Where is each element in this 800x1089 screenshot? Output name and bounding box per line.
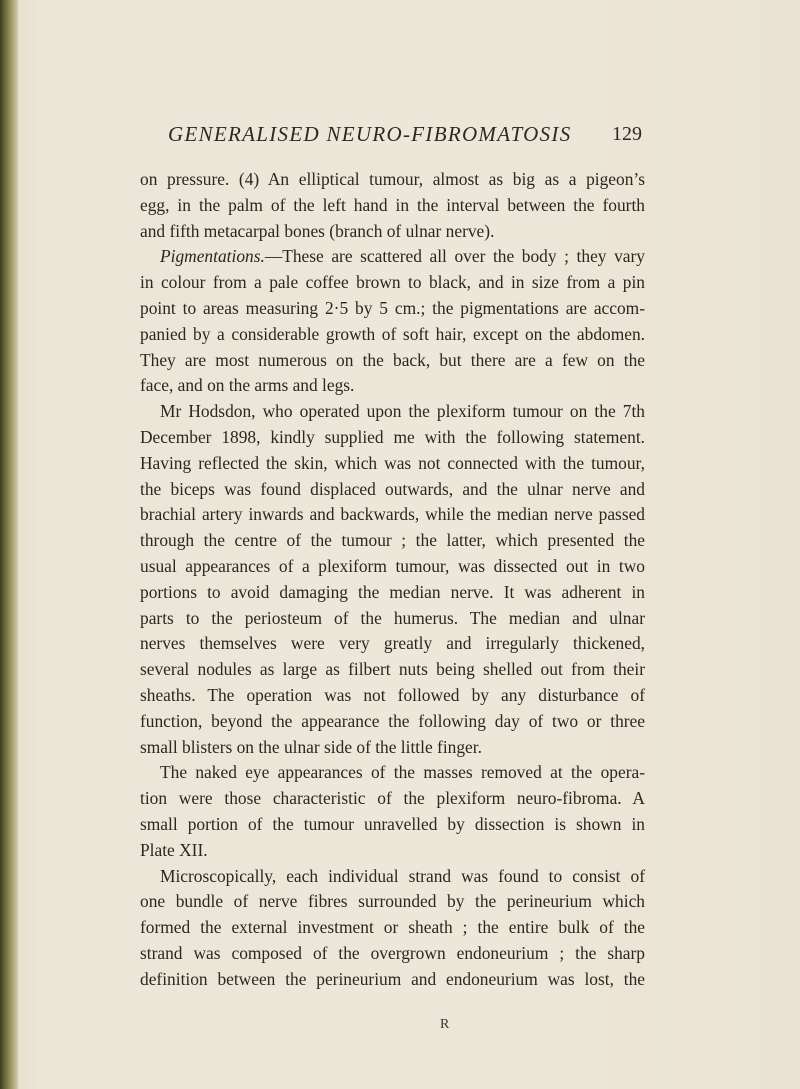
text-line-content: brachial artery inwards and backwards, while the median nerve passed xyxy=(140,504,645,525)
text-line-content: usual appearances of a plexiform tumour, was dissected out in two xyxy=(140,555,645,576)
text-line xyxy=(140,631,645,657)
text-line-content: face, and on the arms and legs. xyxy=(140,375,355,396)
text-line xyxy=(140,193,645,219)
paragraph-heading: Pigmentations. xyxy=(160,246,265,267)
text-line-content: parts to the periosteum of the humerus. The median and ulnar xyxy=(140,607,645,628)
text-line-content: They are most numerous on the back, but there are a few on the xyxy=(140,349,645,370)
text-line xyxy=(140,244,645,270)
text-line xyxy=(140,786,645,812)
text-line-content: tion were those characteristic of the plexiform neuro-fibroma. A xyxy=(140,788,645,809)
text-line xyxy=(140,941,645,967)
body-text xyxy=(140,167,645,993)
text-line-content: in colour from a pale coffee brown to black, and in size from a pin xyxy=(140,272,645,293)
text-line xyxy=(140,348,645,374)
text-line xyxy=(140,735,645,761)
text-line-content: sheaths. The operation was not followed by any disturbance of xyxy=(140,684,645,705)
running-head: GENERALISED NEURO-FIBROMATOSIS xyxy=(168,122,572,146)
text-line-content: small blisters on the ulnar side of the little finger. xyxy=(140,736,482,757)
text-line xyxy=(140,425,645,451)
text-line-content: egg, in the palm of the left hand in the interval between the fourth xyxy=(140,194,645,215)
signature-mark: R xyxy=(440,1017,450,1032)
text-line xyxy=(140,864,645,890)
text-line xyxy=(140,889,645,915)
text-line xyxy=(140,296,645,322)
text-line xyxy=(140,812,645,838)
text-line-content: panied by a considerable growth of soft hair, except on the abdomen. xyxy=(140,323,645,344)
text-line-content: the biceps was found displaced outwards, and the ulnar nerve and xyxy=(140,478,645,499)
text-line-content: one bundle of nerve fibres surrounded by the perineurium which xyxy=(140,891,645,912)
text-line-content: portions to avoid damaging the median nerve. It was adherent in xyxy=(140,581,645,602)
text-line xyxy=(140,219,645,245)
text-line xyxy=(140,322,645,348)
text-line xyxy=(140,270,645,296)
text-line-content: several nodules as large as filbert nuts being shelled out from their xyxy=(140,659,645,680)
text-line-content: Mr Hodsdon, who operated upon the plexiform tumour on the 7th xyxy=(160,401,645,422)
text-line xyxy=(140,760,645,786)
text-line-content: definition between the perineurium and endoneurium was lost, the xyxy=(140,968,645,989)
text-line-content: Plate XII. xyxy=(140,839,208,860)
text-line-content: The naked eye appearances of the masses removed at the opera- xyxy=(160,762,645,783)
page-number: 129 xyxy=(612,123,642,145)
text-line xyxy=(140,373,645,399)
text-line xyxy=(140,451,645,477)
binding-edge xyxy=(0,0,18,1089)
text-line xyxy=(140,709,645,735)
text-line xyxy=(140,399,645,425)
text-line-content: nerves themselves were very greatly and irregularly thickened, xyxy=(140,633,645,654)
text-line-content: December 1898, kindly supplied me with the following statement. xyxy=(140,426,645,447)
text-line-content: small portion of the tumour unravelled by dissection is shown in xyxy=(140,813,645,834)
text-line xyxy=(140,838,645,864)
text-line-content: formed the external investment or sheath ; the entire bulk of the xyxy=(140,917,645,938)
text-line-content: function, beyond the appearance the following day of two or three xyxy=(140,710,645,731)
text-line-content: point to areas measuring 2·5 by 5 cm.; the pigmentations are accom- xyxy=(140,297,645,318)
text-line xyxy=(140,554,645,580)
text-line-content: and fifth metacarpal bones (branch of ulnar nerve). xyxy=(140,220,495,241)
text-line-content: Microscopically, each individual strand was found to consist of xyxy=(160,865,645,886)
text-line-content: strand was composed of the overgrown endoneurium ; the sharp xyxy=(140,942,645,963)
text-line xyxy=(140,167,645,193)
text-line xyxy=(140,580,645,606)
text-line xyxy=(140,915,645,941)
text-line-content: through the centre of the tumour ; the latter, which presented the xyxy=(140,530,645,551)
text-line xyxy=(140,502,645,528)
text-line xyxy=(140,528,645,554)
text-line-content: —These are scattered all over the body ; they vary xyxy=(264,246,645,267)
text-line xyxy=(140,967,645,993)
text-line-content: on pressure. (4) An elliptical tumour, almost as big as a pigeon’s xyxy=(140,169,645,189)
text-line-content: Having reflected the skin, which was not connected with the tumour, xyxy=(140,452,645,473)
text-line xyxy=(140,606,645,632)
text-line xyxy=(140,477,645,503)
text-line xyxy=(140,683,645,709)
text-line xyxy=(140,657,645,683)
